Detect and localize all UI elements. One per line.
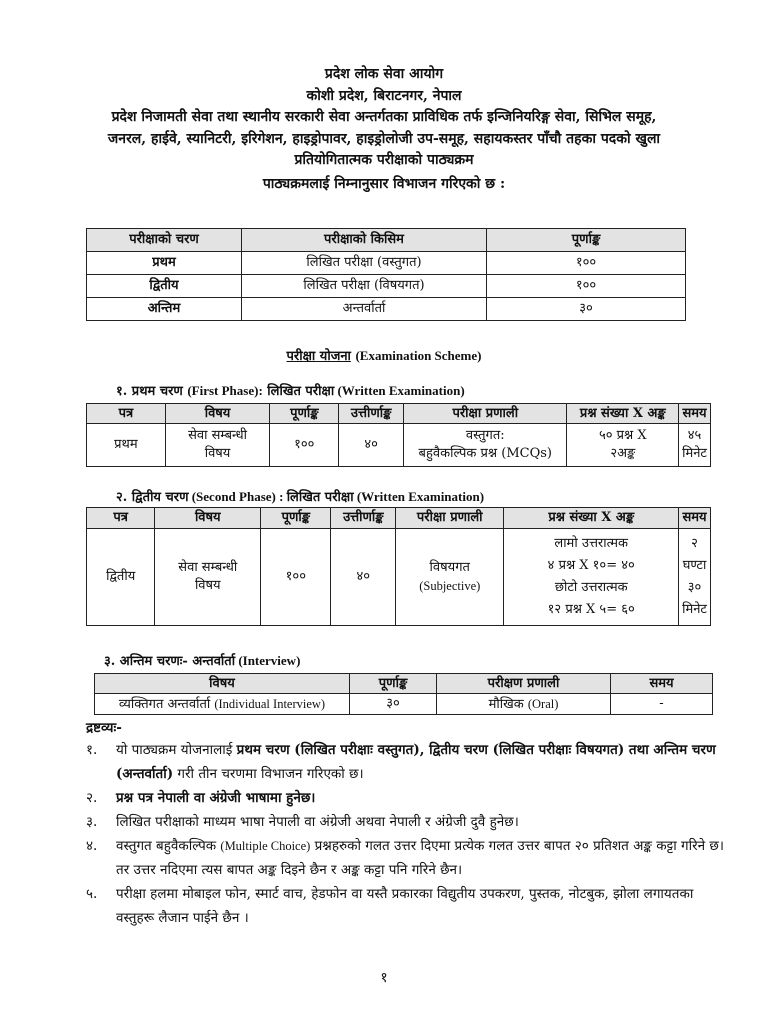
- table-cell: १००: [270, 424, 339, 467]
- table-cell: [404, 424, 567, 467]
- phase-1-written-np: लिखित परीक्षा: [262, 384, 335, 399]
- note-number: ४.: [86, 838, 98, 854]
- phase-1-table: [86, 403, 711, 467]
- phase-2-title-np: २. द्वितीय चरण: [116, 490, 189, 505]
- table-row: [87, 298, 686, 321]
- phase-1-title-np: १. प्रथम चरण: [116, 384, 183, 399]
- column-header: परीक्षा प्रणाली: [396, 508, 504, 529]
- table-cell: ३०: [487, 298, 686, 321]
- table-cell: लिखित परीक्षा (विषयगत): [242, 275, 487, 298]
- notes-section: [86, 718, 726, 930]
- column-header: विषय: [165, 404, 270, 424]
- table-cell: [437, 694, 611, 715]
- syllabus-division-intro: पाठ्यक्रमलाई निम्नानुसार विभाजन गरिएको छ :: [262, 175, 506, 192]
- cell-line: ५० प्रश्न X: [598, 428, 647, 443]
- cell-line: २अङ्क: [610, 446, 636, 461]
- page-number: १: [380, 970, 388, 986]
- table-cell: [165, 424, 270, 467]
- table-cell: द्वितीय: [87, 529, 155, 626]
- cell-line: ३०: [687, 580, 702, 595]
- note-number: १.: [86, 742, 98, 758]
- table-cell: [679, 529, 711, 626]
- table-cell: ३०: [350, 694, 437, 715]
- note-item: [86, 834, 726, 882]
- phase-1-title-en: (First Phase):: [187, 383, 263, 398]
- column-header: पूर्णाङ्क: [487, 229, 686, 252]
- phase-2-table: [86, 507, 711, 626]
- cell-line: विषयगत: [429, 560, 470, 575]
- cell-line: ४५: [687, 428, 702, 443]
- column-header: उत्तीर्णाङ्क: [331, 508, 396, 529]
- table-cell: ४०: [331, 529, 396, 626]
- column-header: पूर्णाङ्क: [270, 404, 339, 424]
- table-cell: अन्तिम: [87, 298, 242, 321]
- table-cell: लिखित परीक्षा (वस्तुगत): [242, 252, 487, 275]
- cell-line: लामो उत्तरात्मक: [554, 536, 629, 551]
- table-cell: [679, 424, 711, 467]
- cell-line: (Subjective): [419, 579, 481, 593]
- phase-1-title: [116, 381, 465, 399]
- syllabus-title-line-1: प्रदेश निजामती सेवा तथा स्थानीय सरकारी सेवा अन्तर्गतका प्राविधिक तर्फ इन्जिनियरिङ्ग सेवा, सिभिल समूह,: [111, 109, 657, 125]
- note-text: [116, 738, 726, 786]
- table-cell: [396, 529, 504, 626]
- phase-2-title-en: (Second Phase) :: [188, 489, 287, 504]
- cell-line: सेवा सम्बन्धी: [188, 428, 247, 443]
- column-header: परीक्षा प्रणाली: [404, 404, 567, 424]
- table-header-row: [95, 674, 713, 694]
- note-item: [86, 786, 726, 810]
- column-header: विषय: [95, 674, 350, 694]
- note-text: [116, 786, 726, 810]
- document-header: [60, 64, 708, 195]
- note-text-part: यो पाठ्यक्रम योजनालाई: [116, 742, 237, 758]
- table-cell: [155, 529, 261, 626]
- phase-1-written-en: (Written Examination): [334, 383, 465, 398]
- note-text-bold: प्रथम चरण (लिखित परीक्षाः वस्तुगत), द्वितीय चरण (लिखित परीक्षाः विषयगत) तथा अन्तिम चरण (अन्तर्वार्ता): [116, 742, 716, 782]
- note-number: २.: [86, 790, 98, 806]
- cell-line: २ घण्टा: [682, 536, 707, 573]
- cell-line: मिनेट: [682, 602, 707, 617]
- table-cell: प्रथम: [87, 424, 166, 467]
- cell-line: ४ प्रश्न X १०= ४०: [547, 558, 635, 573]
- note-item: [86, 810, 726, 834]
- note-item: [86, 882, 726, 930]
- cell-line: बहुवैकल्पिक प्रश्न (MCQs): [418, 446, 552, 461]
- table-row: [87, 275, 686, 298]
- note-text-part: (Multiple Choice): [220, 839, 311, 853]
- table-row: [95, 694, 713, 715]
- note-text: [116, 834, 726, 882]
- column-header: पूर्णाङ्क: [350, 674, 437, 694]
- column-header: पत्र: [87, 508, 155, 529]
- column-header: समय: [679, 508, 711, 529]
- column-header: समय: [679, 404, 711, 424]
- table-row: [87, 529, 711, 626]
- table-header-row: [87, 404, 711, 424]
- commission-address: कोशी प्रदेश, बिराटनगर, नेपाल: [306, 87, 462, 104]
- commission-name: प्रदेश लोक सेवा आयोग: [324, 66, 444, 82]
- cell-line: विषय: [204, 446, 231, 461]
- column-header: प्रश्न संख्या X अङ्क: [504, 508, 679, 529]
- table-row: [87, 252, 686, 275]
- phase-2-written-en: (Written Examination): [353, 489, 485, 504]
- cell-line: मिनेट: [682, 446, 707, 461]
- cell-line: वस्तुगत:: [465, 428, 505, 443]
- syllabus-title-line-3: प्रतियोगितात्मक परीक्षाको पाठ्यक्रम: [294, 152, 474, 168]
- column-header: परीक्षाको किसिम: [242, 229, 487, 252]
- column-header: पूर्णाङ्क: [261, 508, 331, 529]
- note-item: [86, 738, 726, 786]
- notes-title: द्रष्टव्यः-: [86, 720, 122, 736]
- note-text-part: प्रश्नहरुको गलत उत्तर दिएमा प्रत्येक गलत उत्तर बापत २० प्रतिशत अङ्क कट्टा गरिने छ।तर उत्तर नदिएमा त्यस बापत अङ्क दिइने छैन र अङ्क कट्टा पनि गरिने छैन।: [116, 838, 724, 878]
- table-cell: [504, 529, 679, 626]
- cell-text: (Oral): [527, 696, 559, 711]
- table-cell: १००: [261, 529, 331, 626]
- column-header: पत्र: [87, 404, 166, 424]
- table-row: [87, 424, 711, 467]
- exam-phases-table: [86, 228, 686, 321]
- phase-3-table: [94, 673, 713, 715]
- table-header-row: [87, 229, 686, 252]
- cell-line: छोटो उत्तरात्मक: [554, 580, 628, 595]
- note-text-part: गरी तीन चरणमा विभाजन गरिएको छ।: [173, 766, 364, 782]
- column-header: परीक्षाको चरण: [87, 229, 242, 252]
- table-cell: १००: [487, 275, 686, 298]
- column-header: समय: [611, 674, 713, 694]
- cell-line: १२ प्रश्न X ५= ६०: [547, 602, 635, 617]
- table-cell: [567, 424, 679, 467]
- note-text: लिखित परीक्षाको माध्यम भाषा नेपाली वा अंग्रेजी अथवा नेपाली र अंग्रेजी दुवै हुनेछ।: [116, 814, 519, 830]
- exam-scheme-title: [0, 346, 768, 364]
- cell-text: व्यक्तिगत अन्तर्वार्ता: [118, 696, 211, 712]
- table-cell: अन्तर्वार्ता: [242, 298, 487, 321]
- exam-scheme-title-en: (Examination Scheme): [355, 348, 482, 363]
- note-number: ३.: [86, 814, 98, 830]
- phase-3-title: [104, 651, 300, 669]
- column-header: उत्तीर्णाङ्क: [339, 404, 404, 424]
- cell-line: विषय: [194, 578, 221, 593]
- column-header: विषय: [155, 508, 261, 529]
- table-cell: १००: [487, 252, 686, 275]
- note-text-part: वस्तुगत बहुवैकल्पिक: [116, 838, 221, 854]
- phase-2-written-np: लिखित परीक्षा: [286, 490, 354, 505]
- table-header-row: [87, 508, 711, 529]
- phase-2-title: [116, 487, 484, 505]
- phase-3-title-np: ३. अन्तिम चरणः- अन्तर्वार्ता: [104, 654, 236, 669]
- column-header: परीक्षण प्रणाली: [437, 674, 611, 694]
- note-text: परीक्षा हलमा मोबाइल फोन, स्मार्ट वाच, हेडफोन वा यस्तै प्रकारका विद्युतीय उपकरण, पुस्तक, नोटबुक, झोला लगायतका वस्तुहरू लैजान पाईने छैन ।: [116, 886, 694, 926]
- exam-scheme-title-np: परीक्षा योजना: [286, 349, 351, 364]
- cell-text: मौखिक: [488, 696, 524, 712]
- table-cell: [95, 694, 350, 715]
- cell-text: (Individual Interview): [214, 696, 326, 711]
- column-header: प्रश्न संख्या X अङ्क: [567, 404, 679, 424]
- table-cell: ४०: [339, 424, 404, 467]
- table-cell: -: [611, 694, 713, 715]
- note-text-bold: प्रश्न पत्र नेपाली वा अंग्रेजी भाषामा हुनेछ।: [116, 790, 316, 806]
- note-number: ५.: [86, 886, 98, 902]
- phase-3-title-en: (Interview): [235, 653, 301, 668]
- syllabus-title-line-2: जनरल, हाईवे, स्यानिटरी, इरिगेशन, हाइड्रोपावर, हाइड्रोलोजी उप-समूह, सहायकस्तर पाँचौ तहका पदको खुला: [107, 130, 661, 147]
- table-cell: प्रथम: [87, 252, 242, 275]
- cell-line: सेवा सम्बन्धी: [178, 560, 238, 575]
- table-cell: द्वितीय: [87, 275, 242, 298]
